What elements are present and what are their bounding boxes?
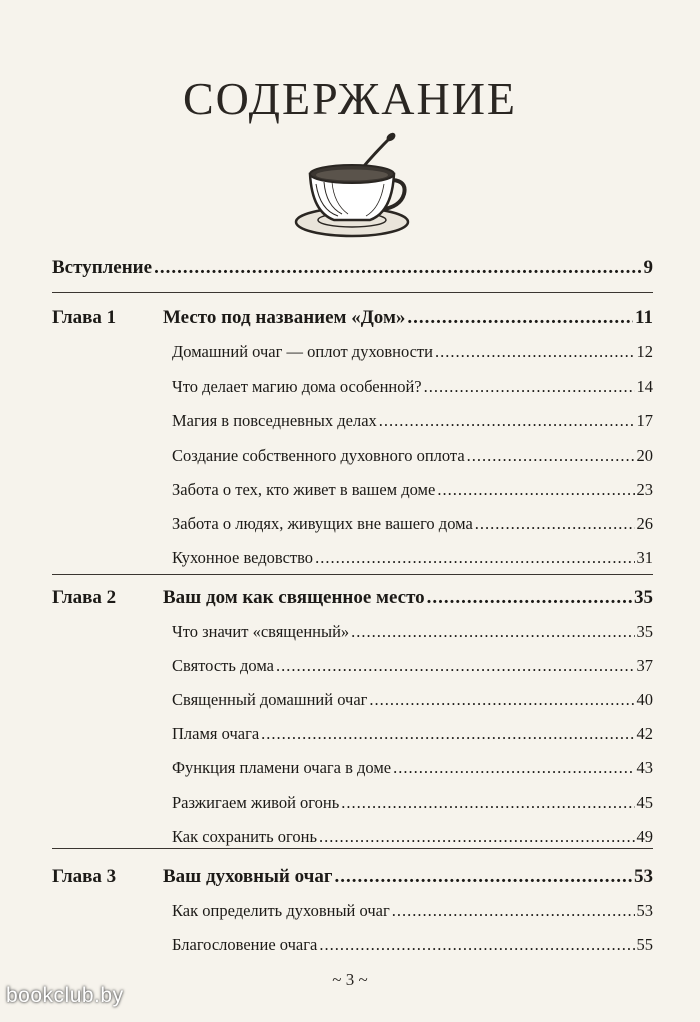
toc-entry (172, 827, 653, 847)
toc-entry (172, 342, 653, 362)
toc-entry (172, 548, 653, 568)
toc-entry (52, 257, 653, 279)
toc-entry-page: 20 (636, 446, 653, 465)
toc-leader-dots (315, 548, 634, 568)
toc-entry-page: 31 (636, 548, 653, 567)
toc-leader-dots (393, 758, 634, 778)
toc-entry-page: 12 (636, 342, 653, 361)
toc-entry-page: 40 (636, 690, 653, 709)
chapter-label: Глава 2 (52, 587, 117, 608)
toc-entry-title: Место под названием «Дом» (163, 307, 406, 328)
toc-entry-page: 26 (636, 514, 653, 533)
toc-entry-title: Создание собственного духовного оплота (172, 446, 465, 465)
toc-entry-title: Магия в повседневных делах (172, 411, 377, 430)
toc-entry-page: 49 (636, 827, 653, 846)
toc-entry-title: Что делает магию дома особенной? (172, 377, 422, 396)
page-number: ~ 3 ~ (332, 970, 368, 989)
chapter-label: Глава 1 (52, 307, 117, 328)
toc-entry-page: 53 (636, 901, 653, 920)
toc-entry-title: Благословение очага (172, 935, 318, 954)
toc-entry (172, 622, 653, 642)
toc-leader-dots (437, 480, 634, 500)
toc-entry-page: 42 (636, 724, 653, 743)
toc-leader-dots (407, 307, 633, 329)
toc-leader-dots (369, 690, 634, 710)
toc-entry (163, 587, 653, 609)
toc-entry (172, 446, 653, 466)
toc-leader-dots (341, 793, 634, 813)
toc-entry-title: Домашний очаг — оплот духовности (172, 342, 433, 361)
section-divider (52, 574, 653, 575)
toc-entry (172, 480, 653, 500)
toc-entry-title: Пламя очага (172, 724, 260, 743)
toc-leader-dots (427, 587, 632, 609)
toc-entry-page: 14 (636, 377, 653, 396)
toc-entry-page: 35 (636, 622, 653, 641)
toc-entry (172, 901, 653, 921)
toc-entry-page: 23 (636, 480, 653, 499)
toc-entry-title: Функция пламени очага в доме (172, 758, 392, 777)
toc-entry (163, 866, 653, 888)
section-divider (52, 292, 653, 293)
toc-entry (172, 793, 653, 813)
toc-entry-title: Вступление (52, 257, 153, 278)
toc-entry-page: 11 (635, 307, 653, 328)
toc-entry-page: 9 (643, 257, 653, 278)
toc-entry-page: 45 (636, 793, 653, 812)
toc-entry-title: Забота о людях, живущих вне вашего дома (172, 514, 473, 533)
toc-entry (172, 690, 653, 710)
toc-leader-dots (424, 377, 635, 397)
watermark: bookclub.by (6, 984, 124, 1007)
toc-entry-page: 55 (636, 935, 653, 954)
toc-entry-page: 17 (636, 411, 653, 430)
toc-entry-title: Как сохранить огонь (172, 827, 317, 846)
toc-leader-dots (276, 656, 635, 676)
toc-entry-title: Забота о тех, кто живет в вашем доме (172, 480, 436, 499)
toc-leader-dots (334, 866, 632, 888)
toc-entry-title: Священный домашний очаг (172, 690, 368, 709)
toc-leader-dots (467, 446, 635, 466)
toc-entry-page: 53 (634, 866, 653, 887)
toc-leader-dots (154, 257, 641, 279)
toc-entry (172, 514, 653, 534)
toc-entry-title: Ваш дом как священное место (163, 587, 425, 608)
toc-leader-dots (351, 622, 634, 642)
toc-entry (172, 377, 653, 397)
toc-leader-dots (392, 901, 635, 921)
toc-entry-title: Святость дома (172, 656, 274, 675)
toc-entry-title: Кухонное ведовство (172, 548, 314, 567)
toc-leader-dots (475, 514, 635, 534)
toc-leader-dots (435, 342, 635, 362)
page-title: СОДЕРЖАНИЕ (182, 73, 518, 124)
toc-entry-page: 43 (636, 758, 653, 777)
toc-entry (172, 935, 653, 955)
toc-entry (172, 758, 653, 778)
toc-entry-title: Как определить духовный очаг (172, 901, 390, 920)
toc-entry (172, 724, 653, 744)
toc-entry (172, 411, 653, 431)
toc-leader-dots (319, 935, 634, 955)
toc-entry (172, 656, 653, 676)
toc-leader-dots (319, 827, 635, 847)
toc-entry-page: 37 (636, 656, 653, 675)
toc-entry-title: Ваш духовный очаг (163, 866, 333, 887)
section-divider (52, 848, 653, 849)
toc-entry (163, 307, 653, 329)
toc-entry-title: Разжигаем живой огонь (172, 793, 340, 812)
toc-leader-dots (261, 724, 634, 744)
toc-entry-title: Что значит «священный» (172, 622, 350, 641)
toc-leader-dots (379, 411, 635, 431)
chapter-label: Глава 3 (52, 866, 117, 887)
toc-entry-page: 35 (634, 587, 653, 608)
